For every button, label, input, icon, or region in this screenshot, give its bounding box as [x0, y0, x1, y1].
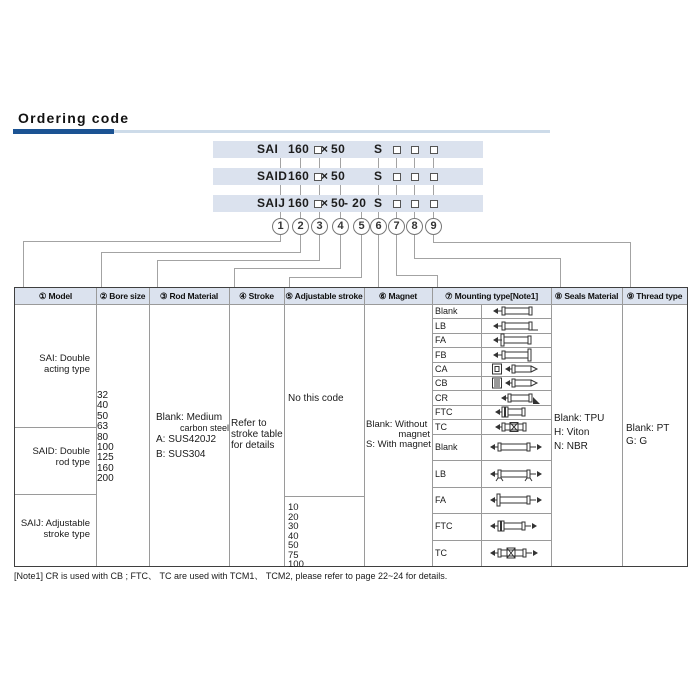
bore-size-item: 200: [97, 473, 114, 485]
mounting-type-label: FB: [435, 349, 447, 360]
connector-line: [433, 242, 631, 243]
bore-size-item: 125: [97, 452, 114, 464]
adjustable-top-text: No this code: [288, 393, 344, 404]
code-bore-text: 160: [288, 169, 310, 183]
seals-line: Blank: TPU: [554, 413, 605, 424]
dbl-trunnion-center-icon: [482, 540, 550, 566]
connector-line: [319, 234, 320, 260]
code-option-box: [411, 200, 419, 208]
bore-size-item: 100: [97, 442, 114, 453]
ordering-table: [14, 287, 688, 570]
connector-line: [289, 277, 290, 287]
model-cell-line1: SAID: Double: [32, 446, 90, 457]
table-grid-line: [284, 288, 285, 566]
bore-size-item: 50: [97, 410, 109, 422]
table-grid-line: [284, 496, 364, 497]
table-grid-line: [15, 427, 96, 428]
connector-line: [157, 260, 158, 287]
table-header-cell: ③ Rod Material: [159, 291, 219, 301]
cyl-flange-front-icon: [482, 333, 550, 347]
connector-line: [101, 252, 102, 287]
bore-size-item: 40: [97, 400, 109, 412]
connector-line: [157, 260, 320, 261]
stroke-line: stroke table: [231, 429, 283, 440]
mounting-type-label: CR: [435, 392, 448, 403]
code-adjust-text: - 20: [344, 196, 367, 210]
rod-material-line: A: SUS420J2: [156, 434, 217, 445]
code-bore-text: 160: [288, 196, 310, 210]
bore-size-item: 63: [97, 421, 109, 433]
connector-line: [319, 158, 320, 168]
rod-material-line: Blank: Medium: [156, 412, 223, 423]
connector-line: [361, 234, 362, 277]
connector-line: [300, 185, 301, 195]
table-header-cell: ④ Stroke: [239, 291, 274, 301]
heading-accent-bar: [13, 129, 114, 134]
connector-line: [340, 185, 341, 195]
connector-line: [340, 234, 341, 268]
model-cell-line2: acting type: [44, 364, 90, 375]
bore-size-item: 160: [97, 462, 114, 474]
model-cell-line1: SAIJ: Adjustable: [20, 518, 90, 529]
connector-line: [396, 185, 397, 195]
bore-size-item: 80: [97, 431, 109, 443]
table-grid-line: [432, 288, 433, 566]
thread-line: G: G: [626, 436, 648, 447]
connector-line: [378, 185, 379, 195]
table-grid-line: [149, 288, 150, 566]
table-header-cell: ⑦ Mounting type[Note1]: [445, 291, 538, 301]
code-model-text: SAID: [257, 169, 288, 183]
bore-size-item: 32: [97, 390, 109, 401]
index-circle: 8: [406, 218, 423, 235]
adjustable-value: 40: [288, 530, 299, 542]
connector-line: [396, 158, 397, 168]
cyl-clevis-rod-icon: [482, 391, 550, 405]
connector-line: [101, 252, 301, 253]
table-header-cell: ② Bore size: [99, 291, 146, 301]
mounting-type-label: TC: [435, 421, 447, 432]
table-header-cell: ⑤ Adjustable stroke: [285, 291, 363, 301]
connector-line: [234, 268, 341, 269]
mounting-type-label: CA: [435, 363, 448, 374]
index-circle: 7: [388, 218, 405, 235]
cyl-trunnion-center-icon: [482, 420, 550, 434]
table-grid-line: [15, 304, 687, 305]
code-stroke-text: 50: [331, 142, 346, 156]
mounting-type-label: FTC: [435, 407, 453, 418]
dbl-basic-icon: [482, 434, 550, 460]
code-bore-text: 160: [288, 142, 310, 156]
connector-line: [414, 158, 415, 168]
code-model-text: SAIJ: [257, 196, 286, 210]
cyl-basic-icon: [482, 304, 550, 318]
code-multiply-sign: ×: [321, 142, 329, 156]
code-magnet-text: S: [374, 169, 383, 183]
connector-line: [396, 234, 397, 275]
code-option-box: [430, 200, 438, 208]
index-circle: 1: [272, 218, 289, 235]
index-circle: 2: [292, 218, 309, 235]
code-option-box: [393, 146, 401, 154]
stroke-line: Refer to: [231, 418, 267, 429]
adjustable-value: 30: [288, 521, 299, 532]
cyl-clevis-a-icon: [482, 362, 550, 376]
code-row-bg: [213, 168, 483, 185]
cyl-foot-icon: [482, 318, 550, 332]
code-option-box: [430, 173, 438, 181]
connector-line: [378, 234, 379, 287]
seals-line: H: Viton: [554, 427, 590, 438]
rod-material-line: carbon steel: [179, 423, 229, 433]
adjustable-value: 20: [288, 511, 299, 523]
table-header-cell: ① Model: [38, 291, 73, 301]
code-option-box: [411, 173, 419, 181]
connector-line: [378, 158, 379, 168]
mounting-type-label: FA: [435, 335, 447, 346]
connector-line: [414, 234, 415, 258]
code-stroke-text: 50: [331, 169, 346, 183]
index-circle: 4: [332, 218, 349, 235]
table-header-cell: ⑧ Seals Material: [554, 291, 619, 301]
code-model-text: SAI: [257, 142, 279, 156]
mounting-type-label: LB: [435, 468, 447, 479]
adjustable-value: 10: [288, 502, 299, 513]
connector-line: [414, 185, 415, 195]
table-grid-line: [15, 494, 96, 495]
connector-line: [630, 242, 631, 287]
connector-line: [280, 158, 281, 168]
dbl-foot-icon: [482, 460, 550, 486]
rod-material-line: B: SUS304: [156, 449, 206, 460]
index-circle: 6: [370, 218, 387, 235]
code-row-bg: [213, 141, 483, 158]
code-magnet-text: S: [374, 196, 383, 210]
code-option-box: [393, 200, 401, 208]
model-cell-line2: rod type: [55, 457, 90, 468]
connector-line: [560, 258, 561, 287]
code-multiply-sign: ×: [321, 169, 329, 183]
connector-line: [23, 241, 281, 242]
mounting-type-label: Blank: [435, 442, 458, 453]
connector-line: [289, 277, 362, 278]
code-magnet-text: S: [374, 142, 383, 156]
connector-line: [437, 275, 438, 287]
mounting-type-label: FA: [435, 494, 447, 505]
table-grid-line: [364, 288, 365, 566]
index-circle: 5: [353, 218, 370, 235]
connector-line: [414, 258, 561, 259]
cyl-trunnion-front-icon: [482, 405, 550, 419]
model-cell-line2: stroke type: [43, 529, 90, 540]
seals-line: N: NBR: [554, 441, 588, 452]
connector-line: [433, 185, 434, 195]
mounting-type-label: CB: [435, 378, 448, 389]
connector-line: [433, 158, 434, 168]
cyl-clevis-b-icon: [482, 376, 550, 390]
mounting-type-label: LB: [435, 320, 447, 331]
table-grid-line: [551, 288, 552, 566]
stroke-line: for details: [231, 440, 275, 451]
footnote: [Note1] CR is used with CB ; FTC、 TC are used with TCM1、 TCM2, please refer to page 22~24 for details.: [14, 571, 448, 581]
connector-line: [300, 234, 301, 252]
magnet-line: Blank: Without: [366, 419, 428, 430]
table-header-cell: ⑥ Magnet: [378, 291, 418, 301]
adjustable-value: 75: [288, 549, 299, 561]
adjustable-value: 50: [288, 540, 299, 551]
connector-line: [433, 234, 434, 242]
connector-line: [280, 185, 281, 195]
heading-accent-line: [114, 130, 550, 133]
code-option-box: [430, 146, 438, 154]
thread-line: Blank: PT: [626, 423, 670, 434]
mounting-type-label: TC: [435, 547, 447, 558]
mounting-type-label: Blank: [435, 306, 458, 317]
code-option-box: [411, 146, 419, 154]
code-stroke-text: 50: [331, 196, 346, 210]
table-header-cell: ⑨ Thread type: [626, 291, 683, 301]
connector-line: [340, 158, 341, 168]
connector-line: [300, 158, 301, 168]
mounting-type-label: FTC: [435, 521, 453, 532]
magnet-line: S: With magnet: [366, 439, 431, 450]
connector-line: [23, 241, 24, 287]
index-circle: 3: [311, 218, 328, 235]
magnet-line: magnet: [398, 429, 430, 440]
dbl-trunnion-front-icon: [482, 513, 550, 539]
table-grid-line: [622, 288, 623, 566]
code-option-box: [393, 173, 401, 181]
code-multiply-sign: ×: [321, 196, 329, 210]
connector-line: [280, 234, 281, 241]
table-grid-line: [229, 288, 230, 566]
section-title: Ordering code: [18, 110, 130, 126]
cyl-flange-rear-icon: [482, 347, 550, 361]
connector-line: [234, 268, 235, 287]
adjustable-value: 100: [288, 559, 304, 570]
dbl-flange-icon: [482, 487, 550, 513]
index-circle: 9: [425, 218, 442, 235]
connector-line: [319, 185, 320, 195]
connector-line: [396, 275, 438, 276]
model-cell-line1: SAI: Double: [39, 353, 90, 364]
